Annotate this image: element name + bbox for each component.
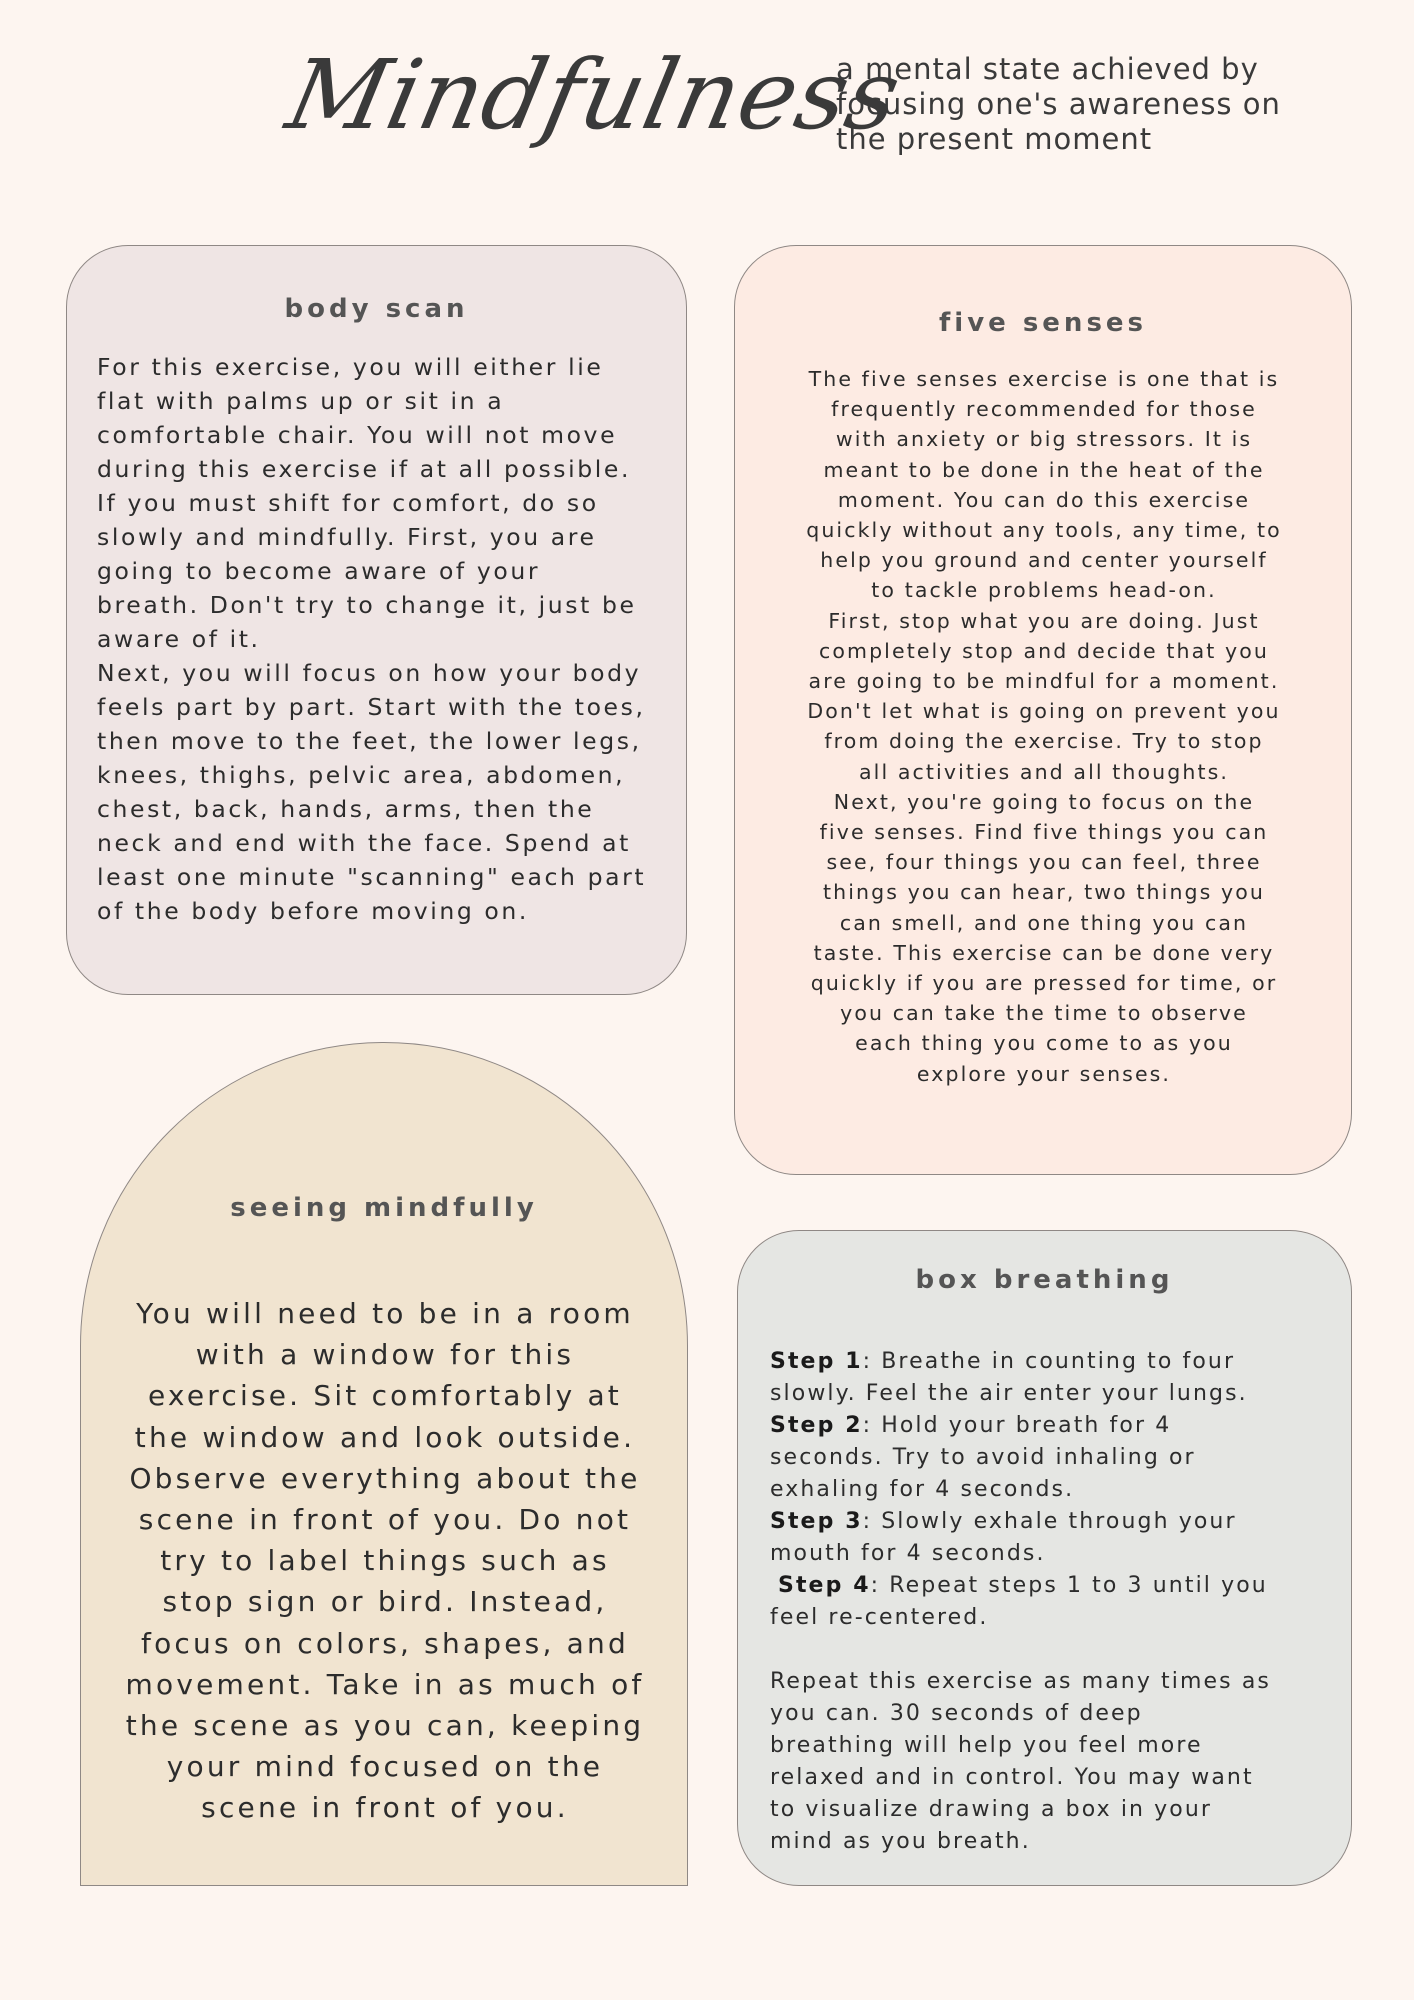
body-scan-line: feels part by part. Start with the toes, [97, 693, 646, 721]
body-scan-line: then move to the feet, the lower legs, [97, 727, 642, 755]
step-2-label: Step 2 [770, 1413, 863, 1438]
seeing-mindfully-line: stop sign or bird. Instead, [162, 1585, 608, 1619]
seeing-mindfully-line: with a window for this [195, 1338, 575, 1372]
five-senses-line: Don't let what is going on prevent you [807, 699, 1281, 724]
step-2-cont: exhaling for 4 seconds. [770, 1477, 1075, 1502]
body-scan-line: If you must shift for comfort, do so [97, 489, 599, 517]
definition-line: a mental state achieved by [836, 52, 1259, 86]
seeing-mindfully-title: seeing mindfully [230, 1193, 538, 1223]
five-senses-line: First, stop what you are doing. Just [828, 608, 1260, 633]
seeing-mindfully-line: try to label things such as [160, 1544, 610, 1578]
closing-line: to visualize drawing a box in your [770, 1797, 1213, 1822]
body-scan-title: body scan [284, 294, 469, 324]
step-2 [770, 1410, 1340, 1442]
step-1-label: Step 1 [770, 1349, 863, 1374]
five-senses-text [775, 364, 1313, 1089]
five-senses-line: with anxiety or big stressors. It is [835, 427, 1253, 452]
five-senses-line: The five senses exercise is one that is [808, 367, 1280, 391]
box-breathing-card [737, 1230, 1352, 1886]
title-definition [836, 52, 1316, 157]
body-scan-line: knees, thighs, pelvic area, abdomen, [97, 761, 626, 789]
body-scan-line: slowly and mindfully. First, you are [97, 523, 597, 551]
five-senses-card [734, 245, 1352, 1175]
seeing-mindfully-line: focus on colors, shapes, and [141, 1626, 629, 1660]
body-scan-line: of the body before moving on. [97, 897, 529, 925]
body-scan-card [66, 245, 687, 995]
seeing-mindfully-line: You will need to be in a room [136, 1297, 634, 1330]
five-senses-line: completely stop and decide that you [818, 638, 1270, 663]
seeing-mindfully-line: scene in front of you. [201, 1791, 569, 1825]
five-senses-line: help you ground and center yourself [820, 548, 1268, 573]
five-senses-title: five senses [938, 308, 1148, 338]
five-senses-line: to tackle problems head-on. [871, 578, 1217, 603]
box-breathing-text [770, 1346, 1340, 1858]
closing-line: mind as you breath. [770, 1829, 1031, 1854]
closing-line: you can. 30 seconds of deep [770, 1701, 1143, 1726]
five-senses-line: all activities and all thoughts. [859, 759, 1229, 784]
step-4-label: Step 4 [778, 1573, 871, 1598]
seeing-mindfully-line: Observe everything about the [129, 1461, 641, 1495]
five-senses-line: explore your senses. [916, 1061, 1172, 1086]
closing-line: relaxed and in control. You may want [770, 1765, 1254, 1790]
spacer [770, 1634, 1340, 1666]
body-scan-line: For this exercise, you will either lie [97, 353, 604, 381]
seeing-mindfully-card [80, 1042, 688, 1886]
body-scan-line: chest, back, hands, arms, then the [97, 795, 595, 823]
five-senses-line: moment. You can do this exercise [837, 487, 1251, 512]
five-senses-line: see, four things you can feel, three [826, 850, 1262, 875]
five-senses-line: each thing you come to as you [855, 1031, 1233, 1056]
five-senses-line: frequently recommended for those [831, 397, 1257, 422]
five-senses-line: you can take the time to observe [840, 1001, 1248, 1026]
closing-line: breathing will help you feel more [770, 1733, 1203, 1758]
five-senses-line: are going to be mindful for a moment. [808, 669, 1280, 694]
step-4-text: : Repeat steps 1 to 3 until you [870, 1573, 1268, 1598]
five-senses-line: quickly if you are pressed for time, or [810, 971, 1278, 996]
body-scan-line: least one minute "scanning" each part [97, 863, 647, 891]
body-scan-line: neck and end with the face. Spend at [97, 829, 631, 857]
definition-line: the present moment [836, 122, 1153, 156]
five-senses-line: meant to be done in the heat of the [823, 457, 1265, 482]
body-scan-line: during this exercise if at all possible. [97, 455, 632, 483]
closing-line: Repeat this exercise as many times as [770, 1669, 1271, 1694]
step-3-cont: mouth for 4 seconds. [770, 1541, 1046, 1566]
step-3-label: Step 3 [770, 1509, 863, 1534]
step-2-text: : Hold your breath for 4 [862, 1413, 1172, 1438]
step-3-text: : Slowly exhale through your [862, 1509, 1237, 1534]
five-senses-line: five senses. Find five things you can [819, 820, 1269, 845]
five-senses-line: can smell, and one thing you can [839, 910, 1249, 935]
body-scan-line: flat with palms up or sit in a [97, 387, 505, 415]
definition-line: focusing one's awareness on [836, 87, 1281, 121]
step-4-cont: feel re-centered. [770, 1605, 989, 1630]
five-senses-line: things you can hear, two things you [822, 880, 1266, 905]
body-scan-text [97, 350, 687, 928]
step-1-text: : Breathe in counting to four [862, 1349, 1236, 1374]
box-breathing-title: box breathing [915, 1265, 1174, 1295]
body-scan-line: breath. Don't try to change it, just be [97, 591, 637, 619]
five-senses-line: from doing the exercise. Try to stop [824, 729, 1264, 754]
seeing-mindfully-text [109, 1293, 661, 1829]
step-4 [770, 1570, 1340, 1602]
seeing-mindfully-line: the window and look outside. [134, 1420, 636, 1454]
five-senses-line: Next, you're going to focus on the [833, 789, 1255, 814]
body-scan-line: Next, you will focus on how your body [97, 659, 642, 687]
five-senses-line: quickly without any tools, any time, to [806, 518, 1282, 543]
body-scan-line: comfortable chair. You will not move [97, 421, 618, 449]
body-scan-line: going to become aware of your [97, 557, 541, 585]
seeing-mindfully-line: movement. Take in as much of [125, 1667, 645, 1701]
step-1-cont: slowly. Feel the air enter your lungs. [770, 1381, 1248, 1406]
seeing-mindfully-line: exercise. Sit comfortably at [148, 1379, 622, 1413]
step-3 [770, 1506, 1340, 1538]
step-2-cont: seconds. Try to avoid inhaling or [770, 1445, 1196, 1470]
seeing-mindfully-line: the scene as you can, keeping [125, 1709, 645, 1743]
seeing-mindfully-line: scene in front of you. Do not [138, 1503, 632, 1537]
page-title: Mindfulness [278, 39, 911, 151]
seeing-mindfully-line: your mind focused on the [166, 1750, 604, 1784]
step-1 [770, 1346, 1340, 1378]
body-scan-line: aware of it. [97, 625, 261, 653]
five-senses-line: taste. This exercise can be done very [813, 940, 1275, 965]
